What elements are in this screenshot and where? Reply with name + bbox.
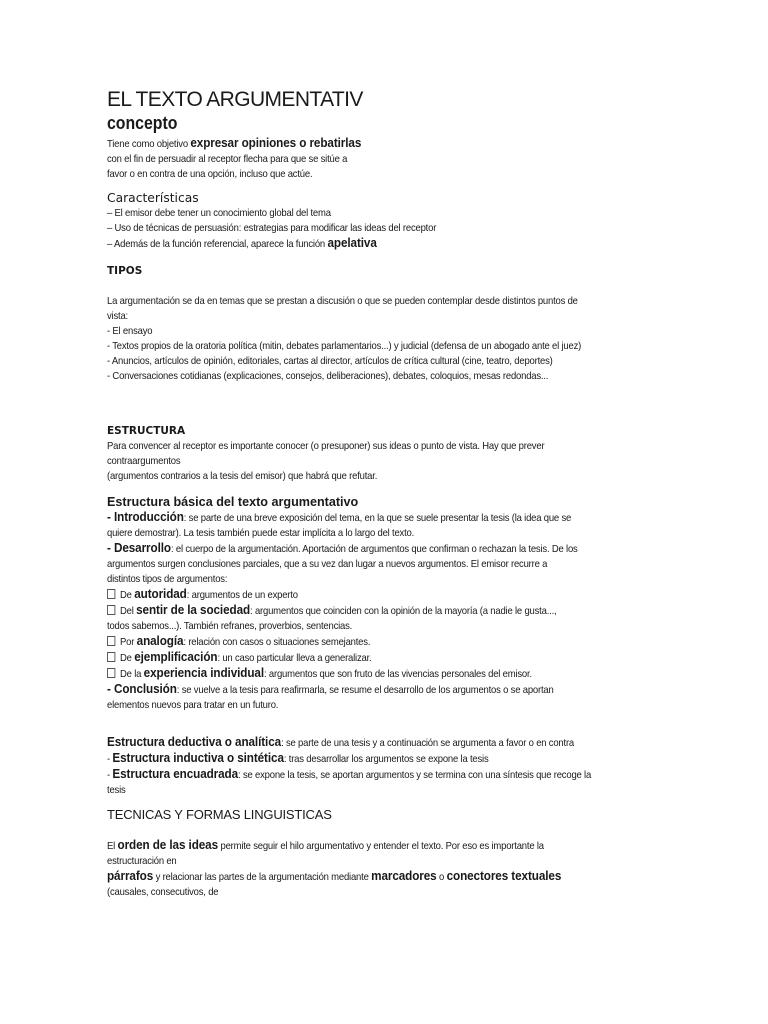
concepto-line-3: favor o en contra de una opción, incluso que actúe. [107, 169, 313, 180]
tipos-item: - El ensayo [107, 326, 153, 337]
concepto-line-2: con el fin de persuadir al receptor flecha para que se sitúe a [107, 154, 348, 165]
estructura-deductiva: Estructura deductiva o analítica: se parte de una tesis y a continuación se argumenta a favor o en contra [107, 735, 575, 749]
tecnicas-line-1: El orden de las ideas permite seguir el hilo argumentativo y entender el texto. Por eso es importante la [107, 838, 544, 852]
tecnicas-line-2: estructuración en [107, 856, 177, 867]
tecnicas-heading: TECNICAS Y FORMAS LINGUISTICAS [107, 807, 332, 822]
tipos-item: - Textos propios de la oratoria política (mitin, debates parlamentarios...) y judicial (defensa de un abogado ante el juez) [107, 341, 582, 352]
argumento-sentir-sociedad: Del sentir de la sociedad: argumentos que coinciden con la opinión de la mayoría (a nadie le gusta..., [107, 603, 628, 619]
tecnicas-line-4: (causales, consecutivos, de [107, 887, 219, 898]
argumento-analogia: Por analogía: relación con casos o situaciones semejantes. [107, 634, 628, 650]
desarrollo-line: - Desarrollo: el cuerpo de la argumentación. Aportación de argumentos que confirman o rechazan la tesis. De los [107, 541, 578, 555]
tipos-intro: La argumentación se da en temas que se prestan a discusión o que se pueden contemplar desde distintos puntos de [107, 296, 578, 307]
introduccion-line: - Introducción: se parte de una breve exposición del tema, en la que se suele presentar la tesis (la idea que se [107, 510, 572, 524]
tipos-intro-2: vista: [107, 311, 128, 322]
estructura-basica-heading: Estructura básica del texto argumentativo [107, 495, 359, 509]
estructura-line-1: Para convencer al receptor es importante conocer (o presuponer) sus ideas o punto de vista. Hay que prever [107, 441, 545, 452]
tecnicas-line-3: párrafos y relacionar las partes de la argumentación mediante marcadores o conectores textuales [107, 869, 562, 883]
argumento-autoridad: De autoridad: argumentos de un experto [107, 587, 628, 603]
estructura-line-2: contraargumentos [107, 456, 181, 467]
concepto-line-1: Tiene como objetivo expresar opiniones o rebatirlas [107, 136, 362, 150]
conclusion-line-2: elementos nuevos para tratar en un futuro. [107, 700, 279, 711]
argumento-sentir-sociedad-2: todos sabemos...). También refranes, proverbios, sentencias. [107, 621, 353, 632]
conclusion-line: - Conclusión: se vuelve a la tesis para reafirmarla, se resume el desarrollo de los argumentos o se aportan [107, 682, 554, 696]
estructura-encuadrada: - Estructura encuadrada: se expone la tesis, se aportan argumentos y se termina con una síntesis que recoge la [107, 767, 592, 781]
argumento-experiencia: De la experiencia individual: argumentos que son fruto de las vivencias personales del emisor. [107, 666, 628, 682]
checkbox-glyph-icon [107, 636, 115, 646]
estructura-heading: ESTRUCTURA [107, 425, 186, 437]
checkbox-glyph-icon [107, 652, 115, 662]
estructura-line-3: (argumentos contrarios a la tesis del emisor) que habrá que refutar. [107, 471, 378, 482]
caracteristicas-heading: Características [107, 191, 199, 205]
desarrollo-line-3: distintos tipos de argumentos: [107, 574, 228, 585]
checkbox-glyph-icon [107, 589, 115, 599]
tipos-item: - Conversaciones cotidianas (explicaciones, consejos, deliberaciones), debates, coloquios, mesas redondas... [107, 371, 549, 382]
checkbox-glyph-icon [107, 668, 115, 678]
estructura-encuadrada-2: tesis [107, 785, 126, 796]
desarrollo-line-2: argumentos surgen conclusiones parciales, que a su vez dan lugar a nuevos argumentos. El emisor recurre a [107, 559, 548, 570]
argumento-ejemplificacion: De ejemplificación: un caso particular lleva a generalizar. [107, 650, 628, 666]
caracteristica-item: – El emisor debe tener un conocimiento global del tema [107, 208, 331, 219]
document-page [107, 88, 667, 900]
tipos-heading: TIPOS [107, 265, 143, 277]
caracteristica-item: – Uso de técnicas de persuasión: estrategias para modificar las ideas del receptor [107, 223, 437, 234]
document-title: EL TEXTO ARGUMENTATIV [107, 88, 363, 111]
tipos-item: - Anuncios, artículos de opinión, editoriales, cartas al director, artículos de crítica cultural (cine, teatro, deportes) [107, 356, 553, 367]
estructura-inductiva: - Estructura inductiva o sintética: tras desarrollar los argumentos se expone la tesis [107, 751, 489, 765]
introduccion-line-2: quiere demostrar). La tesis también puede estar implícita a lo largo del texto. [107, 528, 415, 539]
subtitle-concepto: concepto [107, 113, 178, 133]
checkbox-glyph-icon [107, 605, 115, 615]
caracteristica-item: – Además de la función referencial, aparece la función apelativa [107, 236, 377, 250]
